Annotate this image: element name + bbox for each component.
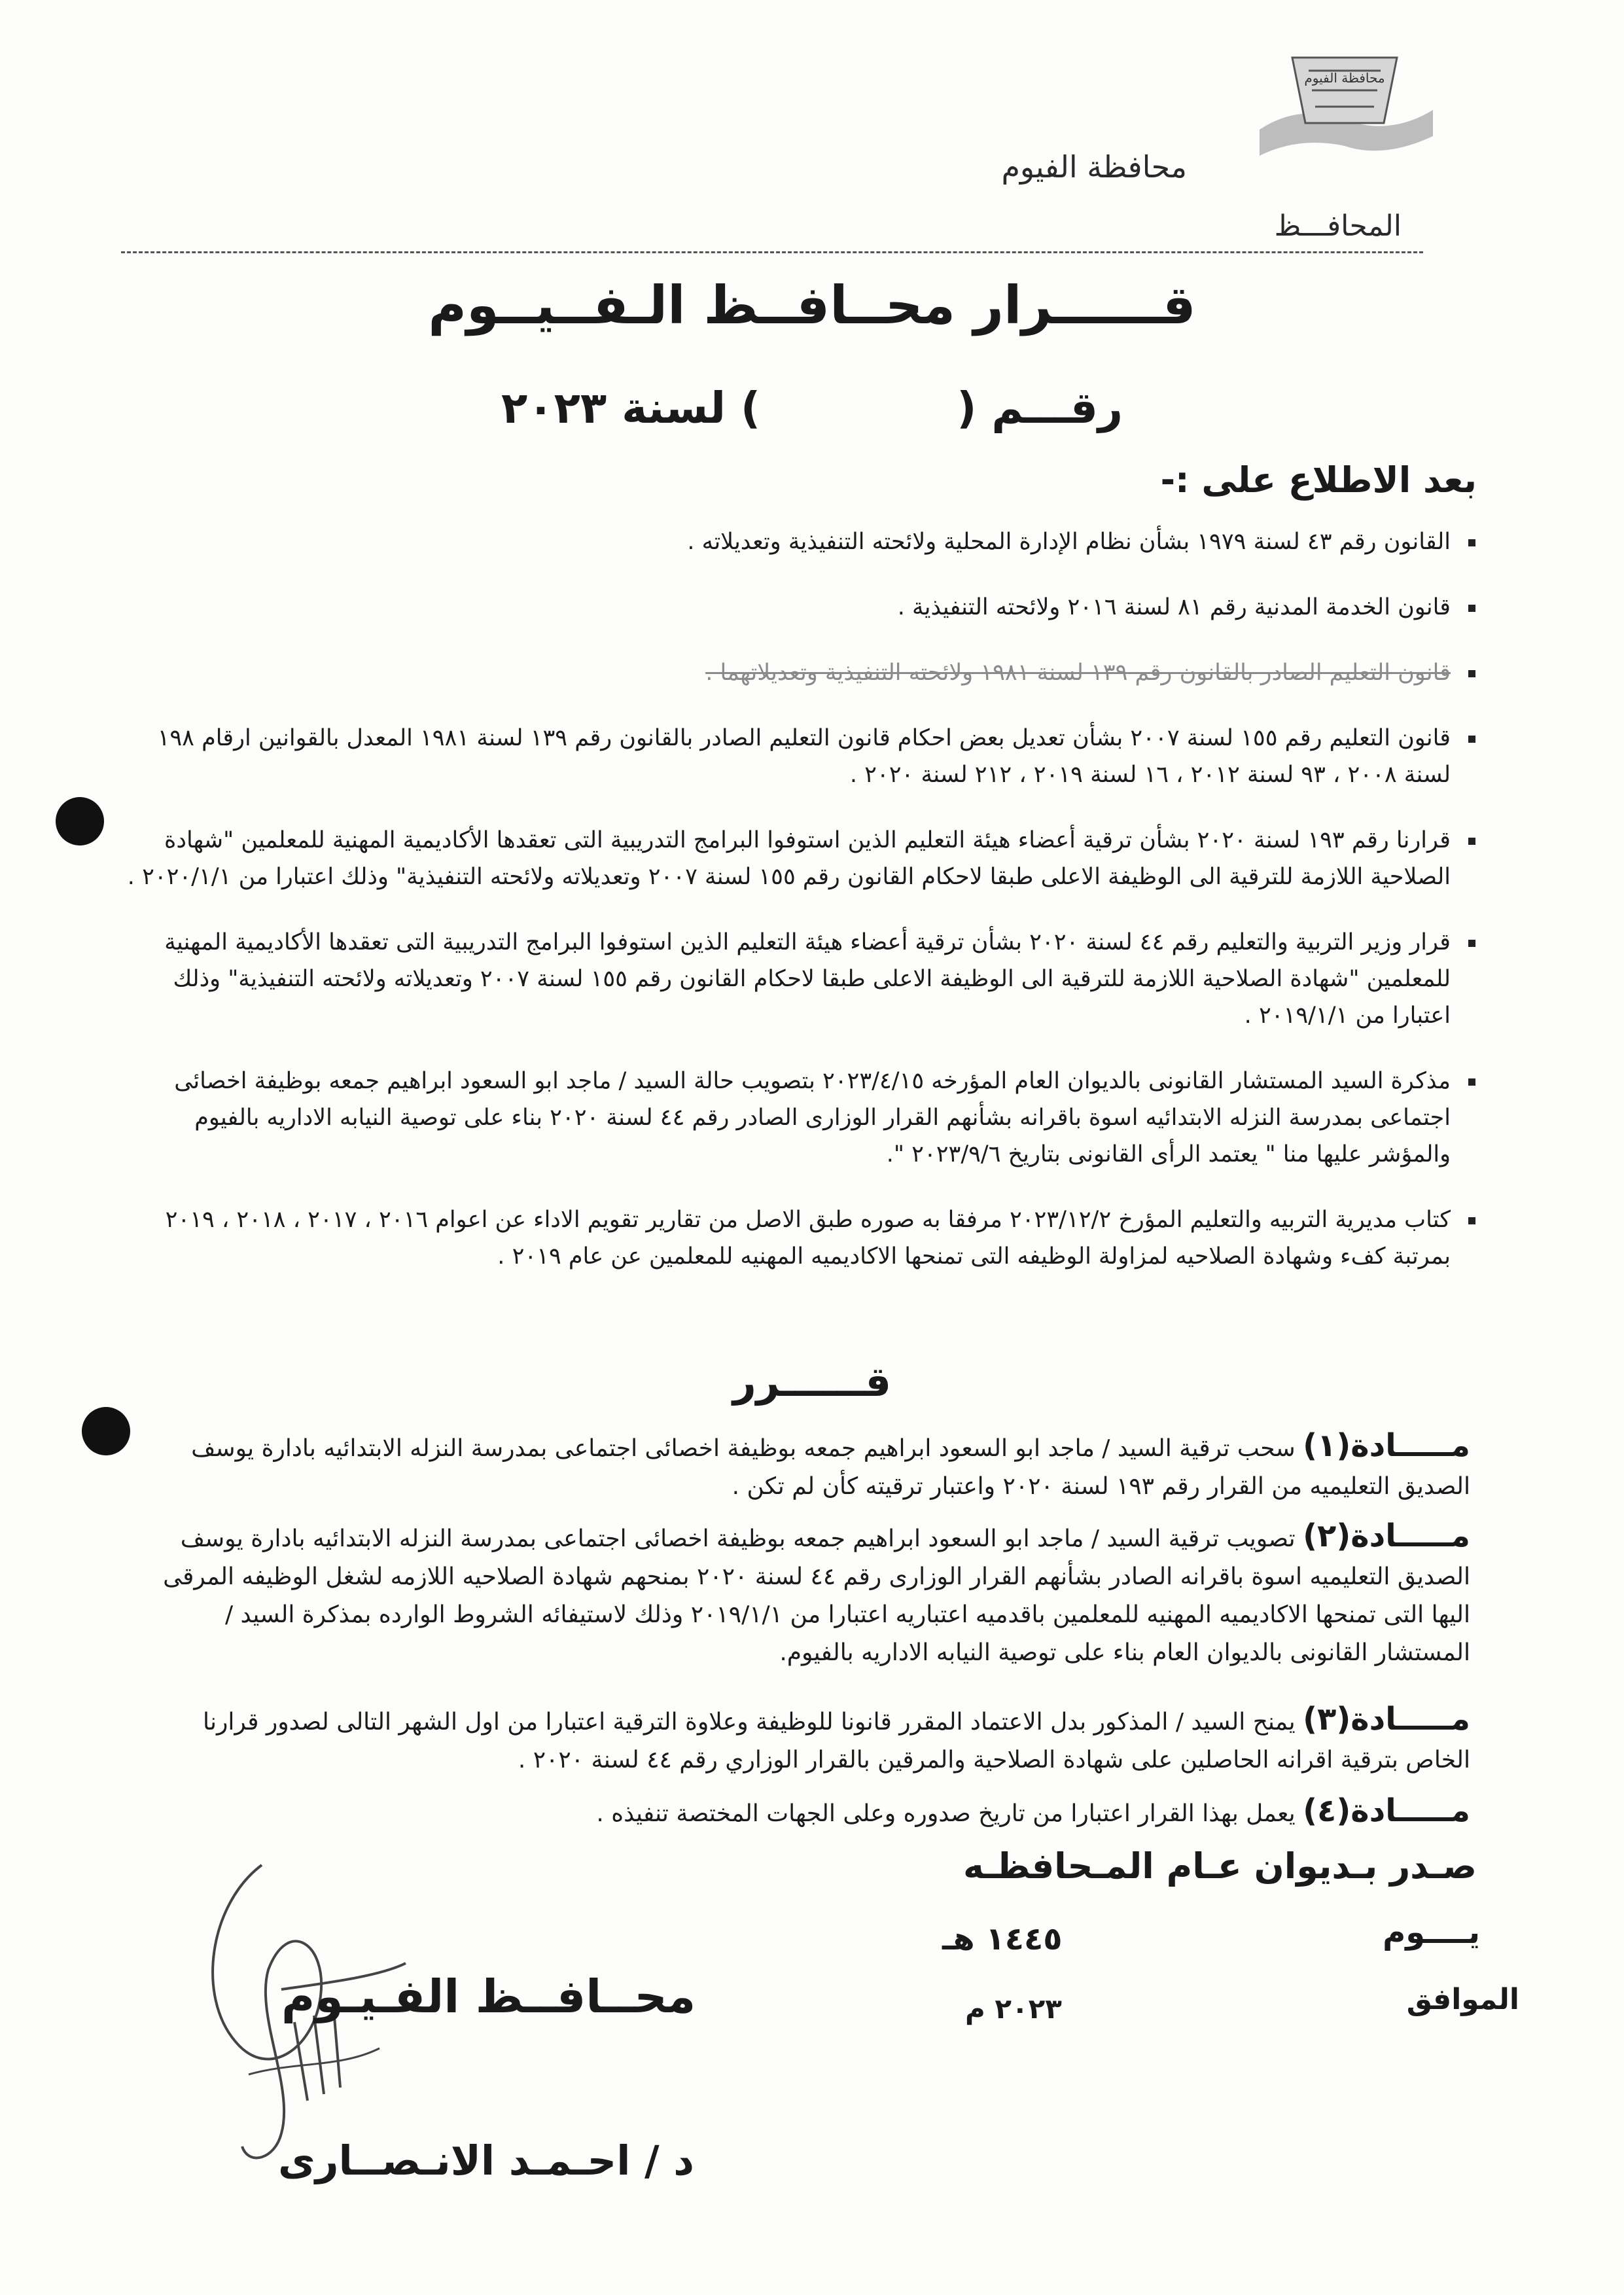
governor-office: المحافـــظ [1274, 209, 1402, 243]
governorate-logo [1246, 31, 1443, 162]
article-text: تصويب ترقية السيد / ماجد ابو السعود ابراهيم جمعه بوظيفة اخصائى اجتماعى بمدرسة النزله الابتدائيه بادارة يوسف الصديق التعليميه اسوة باقرانه الصادر بشأنهم القرار الوزارى رقم ٤٤ لسنة ٢٠٢٠ بمنحهم شهادة الصلاحيه اللازمه لشغل الوظيفه المرقى اليها التى تمنحها الاكاديميه المهنيه للمعلمين باقدميه اعتباريه اعتبارا من ٢٠١٩/١/١ وذلك لاستيفائه الشروط الوارده بمذكرة السيد / المستشار القانونى بالديوان العام بناء على توصية النيابه الاداريه بالفيوم. [163, 1525, 1470, 1666]
article-2 [141, 1517, 1470, 1672]
year-label: ) لسنة ٢٠٢٣ [501, 383, 761, 433]
header-divider [121, 251, 1423, 253]
decree-number [0, 383, 1624, 433]
preamble-item: قانون التعليم رقم ١٥٥ لسنة ٢٠٠٧ بشأن تعديل بعض احكام قانون التعليم الصادر بالقانون رقم ١٣٩ لسنة ١٩٨١ المعدل بالقوانين ارقام ١٩٨ لسنة ٢٠٠٨ ، ٩٣ لسنة ٢٠١٢ ، ١٦ لسنة ٢٠١٩ ، ٢١٢ لسنة ٢٠٢٠ . [115, 720, 1470, 793]
logo-text: محافظة الفيوم [1304, 70, 1385, 86]
gregorian-date-line [1407, 1983, 1519, 2016]
number-label: رقـــم ( [957, 383, 1123, 433]
gregorian-label: الموافق [1406, 1983, 1519, 2016]
day-label: يــــوم [1383, 1914, 1480, 1951]
preamble-item: القانون رقم ٤٣ لسنة ١٩٧٩ بشأن نظام الإدارة المحلية ولائحته التنفيذية وتعديلاته . [115, 524, 1470, 560]
article-label: مـــــادة(٢) [1303, 1518, 1470, 1554]
article-1 [141, 1427, 1470, 1506]
preamble-list [115, 524, 1470, 1304]
article-label: مـــــادة(٣) [1303, 1701, 1470, 1737]
article-text: يمنح السيد / المذكور بدل الاعتماد المقرر قانونا للوظيفة وعلاوة الترقية اعتبارا من اول الشهر التالى لصدور قرارنا الخاص بترقية اقرانه الحاصلين على شهادة الصلاحية والمرقين بالقرار الوزاري رقم ٤٤ لسنة ٢٠٢٠ . [203, 1709, 1470, 1773]
gregorian-year: ٢٠٢٣ م [965, 1993, 1062, 2025]
preamble-item: قرار وزير التربية والتعليم رقم ٤٤ لسنة ٢٠٢٠ بشأن ترقية أعضاء هيئة التعليم الذين استوفوا البرامج التدريبية التى تعقدها الأكاديمية المهنية للمعلمين "شهادة الصلاحية اللازمة للترقية الى الوظيفة الاعلى طبقا لاحكام القانون رقم ١٥٥ لسنة ٢٠٠٧ وتعديلاته ولائحته التنفيذية" وذلك اعتبارا من ٢٠١٩/١/١ . [115, 924, 1470, 1034]
decision-heading: قــــــرر [732, 1358, 891, 1406]
article-3 [141, 1700, 1470, 1779]
article-text: يعمل بهذا القرار اعتبارا من تاريخ صدوره وعلى الجهات المختصة تنفيذه . [596, 1800, 1296, 1827]
signer-title: محــافــظ الفـيـوم [281, 1970, 696, 2023]
hijri-date-line [1383, 1914, 1480, 1951]
preamble-item: قرارنا رقم ١٩٣ لسنة ٢٠٢٠ بشأن ترقية أعضاء هيئة التعليم الذين استوفوا البرامج التدريبية التى تعقدها الأكاديمية المهنية للمعلمين "شهادة الصلاحية اللازمة للترقية الى الوظيفة الاعلى طبقا لاحكام القانون رقم ١٥٥ لسنة ٢٠٠٧ وتعديلاته ولائحته التنفيذية" وذلك اعتبارا من ٢٠٢٠/١/١ . [115, 822, 1470, 895]
article-text: سحب ترقية السيد / ماجد ابو السعود ابراهيم جمعه بوظيفة اخصائى اجتماعى بمدرسة النزله الابتدائيه بادارة يوسف الصديق التعليميه من القرار رقم ١٩٣ لسنة ٢٠٢٠ واعتبار ترقيته كأن لم تكن . [191, 1435, 1470, 1500]
preamble-item: قانون الخدمة المدنية رقم ٨١ لسنة ٢٠١٦ ولائحته التنفيذية . [115, 589, 1470, 626]
issued-statement: صـدر بـديوان عـام المـحافظـه [963, 1845, 1477, 1887]
preamble-item: مذكرة السيد المستشار القانونى بالديوان العام المؤرخه ٢٠٢٣/٤/١٥ بتصويب حالة السيد / ماجد ابو السعود ابراهيم جمعه بوظيفة اخصائى اجتماعى بمدرسة النزله الابتدائيه اسوة باقرانه بشأنهم القرار الوزارى الصادر رقم ٤٤ لسنة ٢٠٢٠ بناء على توصية النيابه الاداريه بالفيوم والمؤشر عليها منا " يعتمد الرأى القانونى بتاريخ ٢٠٢٣/٩/٦ ". [115, 1063, 1470, 1173]
article-label: مـــــادة(١) [1303, 1427, 1470, 1464]
preamble-item: قانون التعليم الصادر بالقانون رقم ١٣٩ لسنة ١٩٨١ ولائحته التنفيذية وتعديلاتهما . [115, 654, 1470, 691]
punch-hole [56, 797, 104, 845]
decree-title: قــــــرار محــافــظ الـفــيــوم [428, 275, 1196, 336]
article-label: مـــــادة(٤) [1303, 1792, 1470, 1829]
hijri-year: ١٤٤٥ هـ [942, 1921, 1063, 1957]
preamble-item: كتاب مديرية التربيه والتعليم المؤرخ ٢٠٢٣/١٢/٢ مرفقا به صوره طبق الاصل من تقارير تقويم الاداء عن اعوام ٢٠١٦ ، ٢٠١٧ ، ٢٠١٨ ، ٢٠١٩ بمرتبة كفء وشهادة الصلاحيه لمزاولة الوظيفه التى تمنحها الاكاديميه المهنيه للمعلمين عن عام ٢٠١٩ . [115, 1201, 1470, 1275]
signer-name: د / احـمـد الانـصــارى [278, 2137, 695, 2184]
punch-hole [82, 1407, 130, 1455]
governorate-name: محافظة الفيوم [1001, 149, 1187, 185]
preamble-heading: بعد الاطلاع على :- [1160, 459, 1477, 501]
